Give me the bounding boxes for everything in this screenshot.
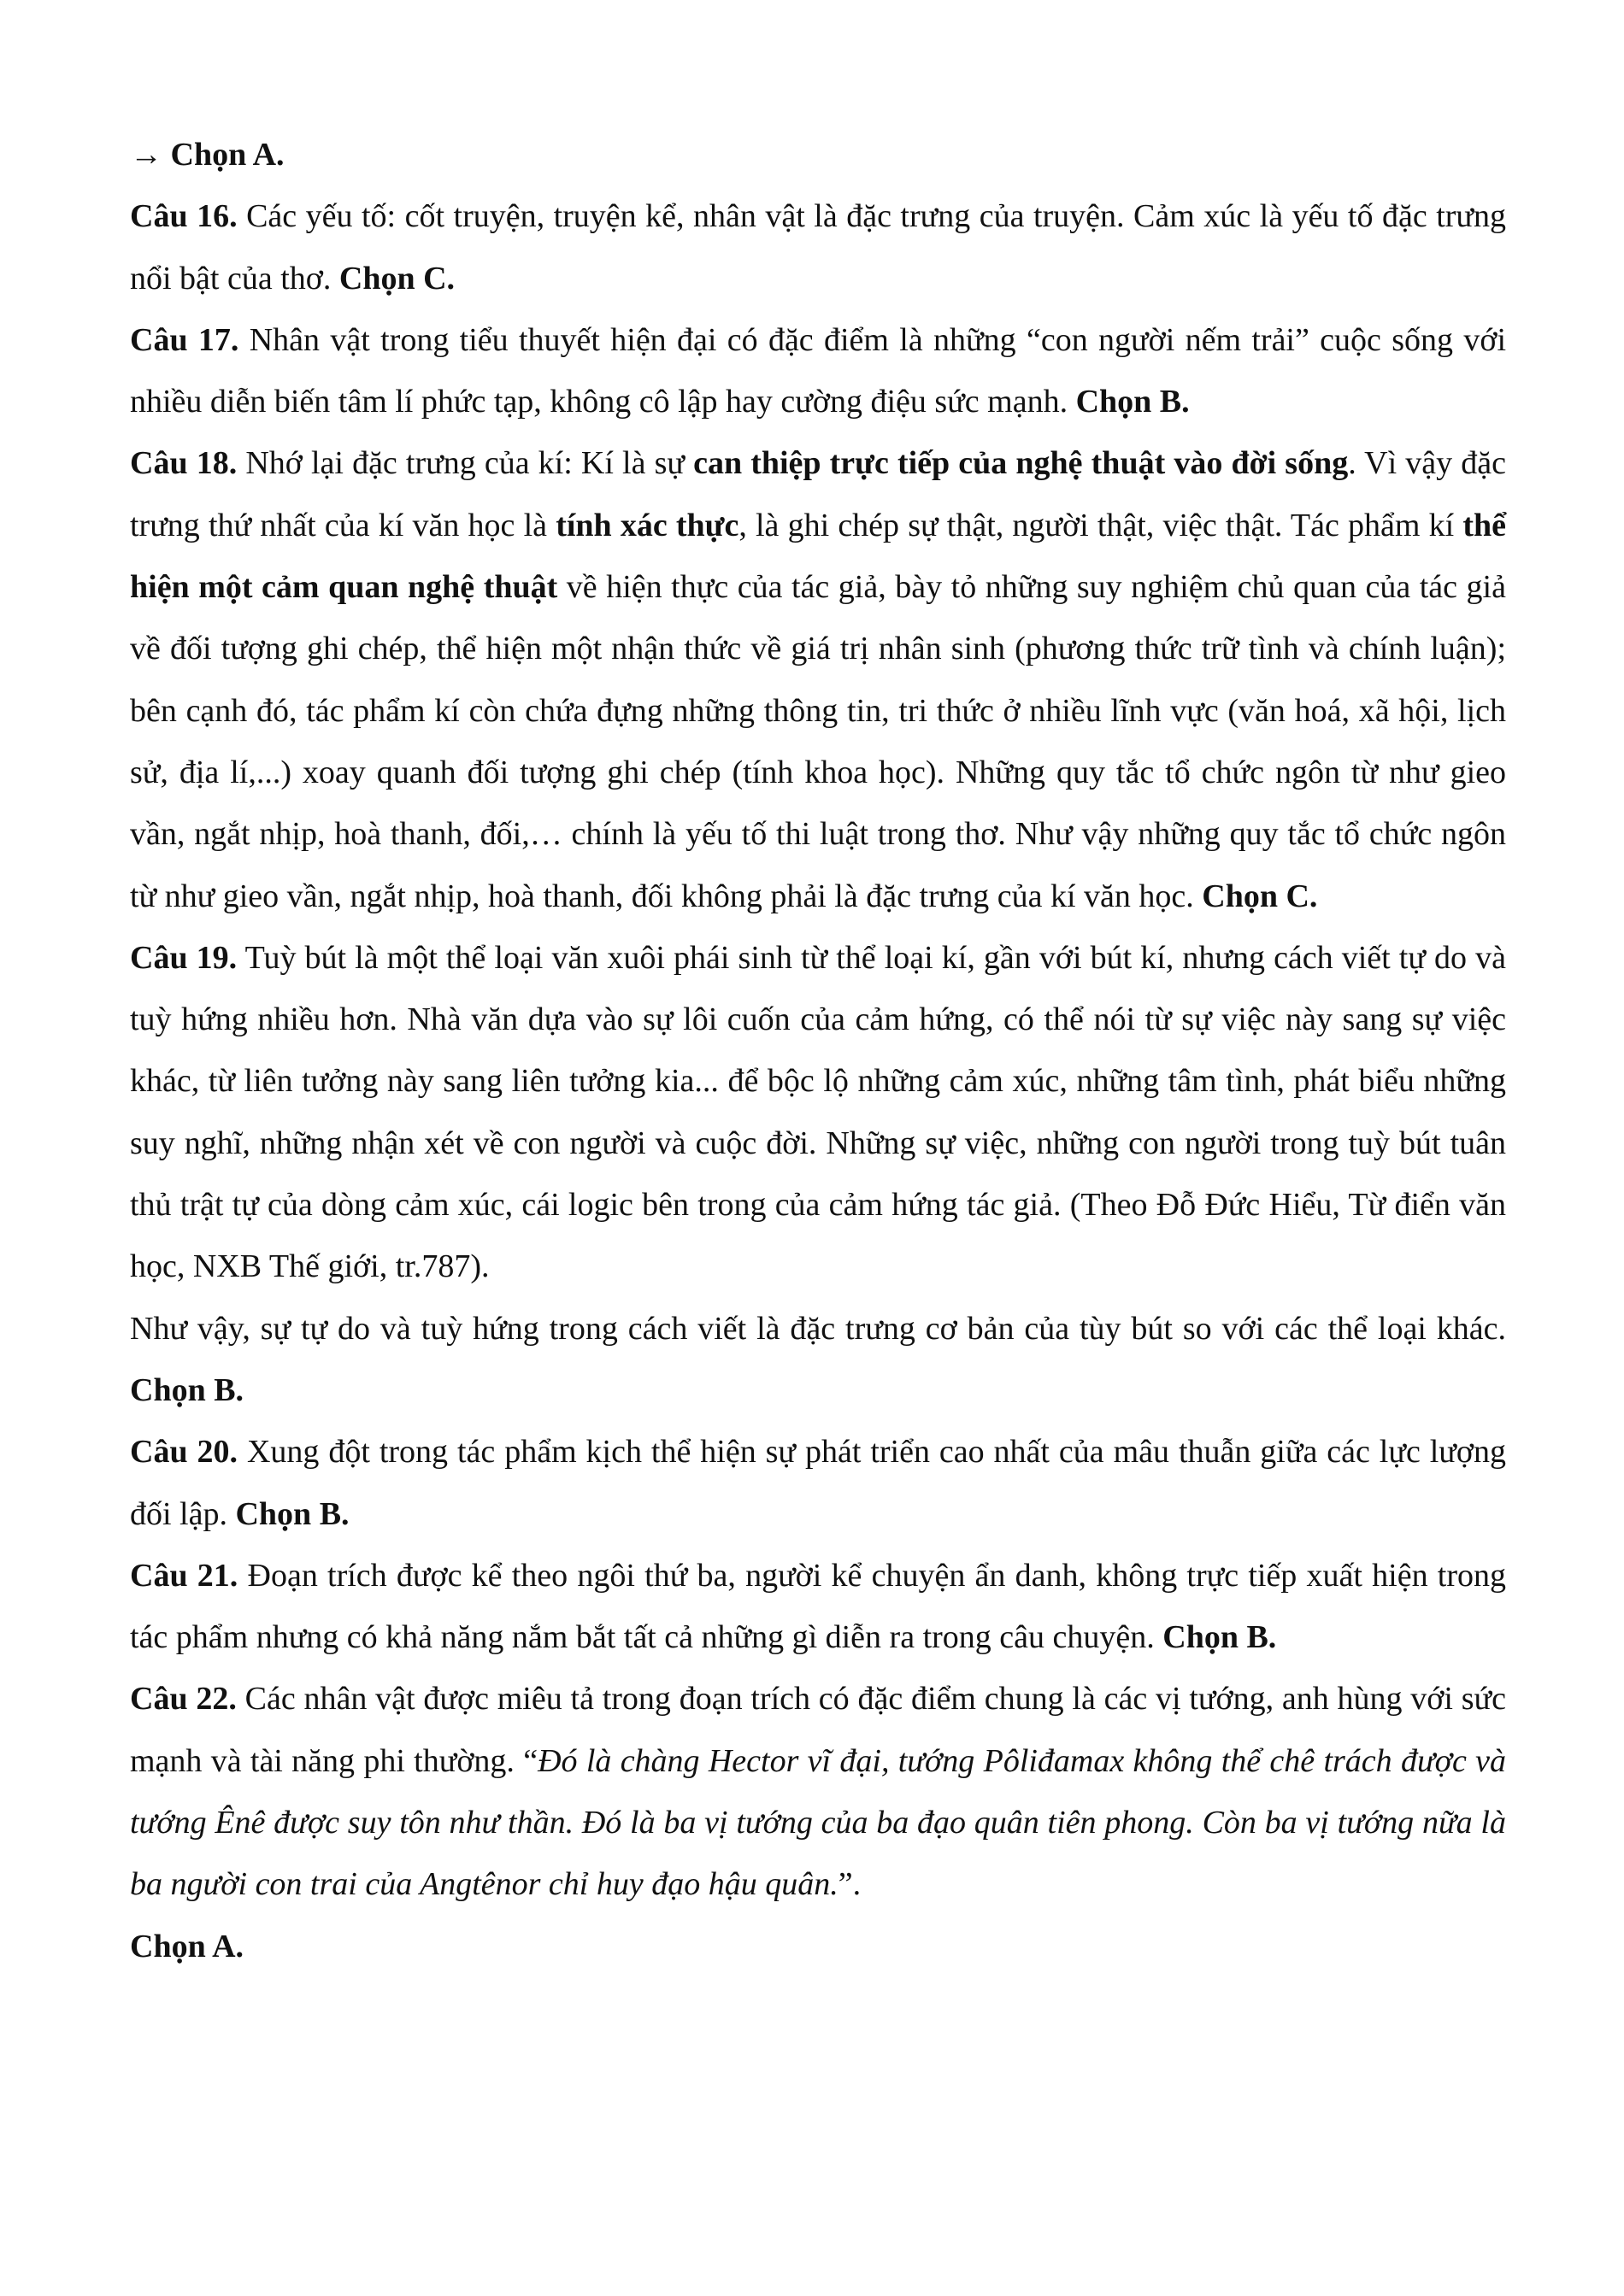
question-17-paragraph: [130, 309, 1506, 433]
question-22-paragraph: [130, 1668, 1506, 1915]
question-19-conclusion-paragraph: [130, 1298, 1506, 1422]
question-18-emphasis-1: can thiệp trực tiếp của nghệ thuật vào đời sống: [693, 445, 1349, 482]
question-19-text-1: Tuỳ bút là một thể loại văn xuôi phái sinh từ thể loại kí, gần với bút kí, nhưng cách viết tự do và tuỳ hứng nhiều hơn. Nhà văn dựa vào sự lôi cuốn của cảm hứng, có thể nói từ sự việc này sang sự việc khác, từ liên tưởng này sang liên tưởng kia... để bộc lộ những cảm xúc, những tâm tình, phát biểu những suy nghĩ, những nhận xét về con người và cuộc đời. Những sự việc, những con người trong tuỳ bút tuân thủ trật tự của dòng cảm xúc, cái logic bên trong của cảm hứng tác giả. (Theo Đỗ Đức Hiểu, Từ điển văn học, NXB Thế giới, tr.787).: [130, 939, 1506, 1285]
question-21-label: Câu 21.: [130, 1557, 238, 1594]
question-16-label: Câu 16.: [130, 198, 238, 235]
question-18-text-2: . Vì vậy đặc trưng thứ nhất của kí văn học là: [130, 445, 1506, 543]
question-19-paragraph: [130, 927, 1506, 1298]
question-17-answer: Chọn B.: [1075, 384, 1190, 420]
question-16-text: Các yếu tố: cốt truyện, truyện kể, nhân vật là đặc trưng của truyện. Cảm xúc là yếu tố đặc trưng nổi bật của thơ.: [130, 198, 1507, 297]
question-18-text-4: về hiện thực của tác giả, bày tỏ những suy nghiệm chủ quan của tác giả về đối tượng ghi chép, thể hiện một nhận thức về giá trị nhân sinh (phương thức trữ tình và chính luận); bên cạnh đó, tác phẩm kí còn chứa đựng những thông tin, tri thức ở nhiều lĩnh vực (văn hoá, xã hội, lịch sử, địa lí,...) xoay quanh đối tượng ghi chép (tính khoa học). Những quy tắc tổ chức ngôn từ như gieo vần, ngắt nhịp, hoà thanh, đối,… chính là yếu tố thi luật trong thơ. Như vậy những quy tắc tổ chức ngôn từ như gieo vần, ngắt nhịp, hoà thanh, đối không phải là đặc trưng của kí văn học.: [130, 569, 1506, 914]
question-18-emphasis-2: tính xác thực: [556, 507, 739, 543]
question-18-text-3: , là ghi chép sự thật, người thật, việc thật. Tác phẩm kí: [738, 507, 1463, 543]
intro-answer-line: [130, 124, 1506, 185]
question-19-text-2: Như vậy, sự tự do và tuỳ hứng trong cách viết là đặc trưng cơ bản của tùy bút so với các thể loại khác.: [130, 1310, 1506, 1347]
question-19-answer: Chọn B.: [130, 1371, 244, 1408]
question-22-text-1: Các nhân vật được miêu tả trong đoạn trích có đặc điểm chung là các vị tướng, anh hùng với sức mạnh và tài năng phi thường. “: [130, 1681, 1507, 1779]
question-21-paragraph: [130, 1545, 1506, 1669]
question-20-label: Câu 20.: [130, 1434, 238, 1471]
question-18-emphasis-3: thể hiện một cảm quan nghệ thuật: [130, 507, 1506, 606]
question-16-answer: Chọn C.: [338, 260, 456, 297]
question-18-label: Câu 18.: [130, 445, 238, 482]
question-20-paragraph: [130, 1421, 1506, 1545]
question-17-text: Nhân vật trong tiểu thuyết hiện đại có đặc điểm là những “con người nếm trải” cuộc sống với nhiều diễn biến tâm lí phức tạp, không cô lập hay cường điệu sức mạnh.: [130, 321, 1506, 420]
question-22-answer: Chọn A.: [130, 1928, 244, 1964]
intro-answer: → Chọn A.: [130, 137, 285, 173]
question-18-answer: Chọn C.: [1202, 878, 1318, 914]
question-21-answer: Chọn B.: [1162, 1619, 1277, 1656]
question-20-answer: Chọn B.: [235, 1495, 350, 1532]
question-22-label: Câu 22.: [130, 1681, 237, 1718]
question-16-paragraph: [130, 185, 1506, 309]
question-17-label: Câu 17.: [130, 321, 239, 358]
question-18-paragraph: [130, 432, 1506, 926]
question-18-text-1: Nhớ lại đặc trưng của kí: Kí là sự: [237, 445, 694, 482]
question-22-quote: Đó là chàng Hector vĩ đại, tướng Pôliđamax không thể chê trách được và tướng Ênê được suy tôn như thần. Đó là ba vị tướng của ba đạo quân tiên phong. Còn ba vị tướng nữa là ba người con trai của Angtênor chỉ huy đạo hậu quân.: [130, 1742, 1506, 1903]
question-22-text-2: ”.: [838, 1866, 862, 1903]
question-19-label: Câu 19.: [130, 939, 238, 976]
question-22-answer-line: [130, 1916, 1506, 1977]
question-20-text: Xung đột trong tác phẩm kịch thể hiện sự phát triển cao nhất của mâu thuẫn giữa các lực lượng đối lập.: [130, 1434, 1506, 1532]
question-21-text: Đoạn trích được kể theo ngôi thứ ba, người kể chuyện ẩn danh, không trực tiếp xuất hiện trong tác phẩm nhưng có khả năng nắm bắt tất cả những gì diễn ra trong câu chuyện.: [130, 1557, 1506, 1656]
